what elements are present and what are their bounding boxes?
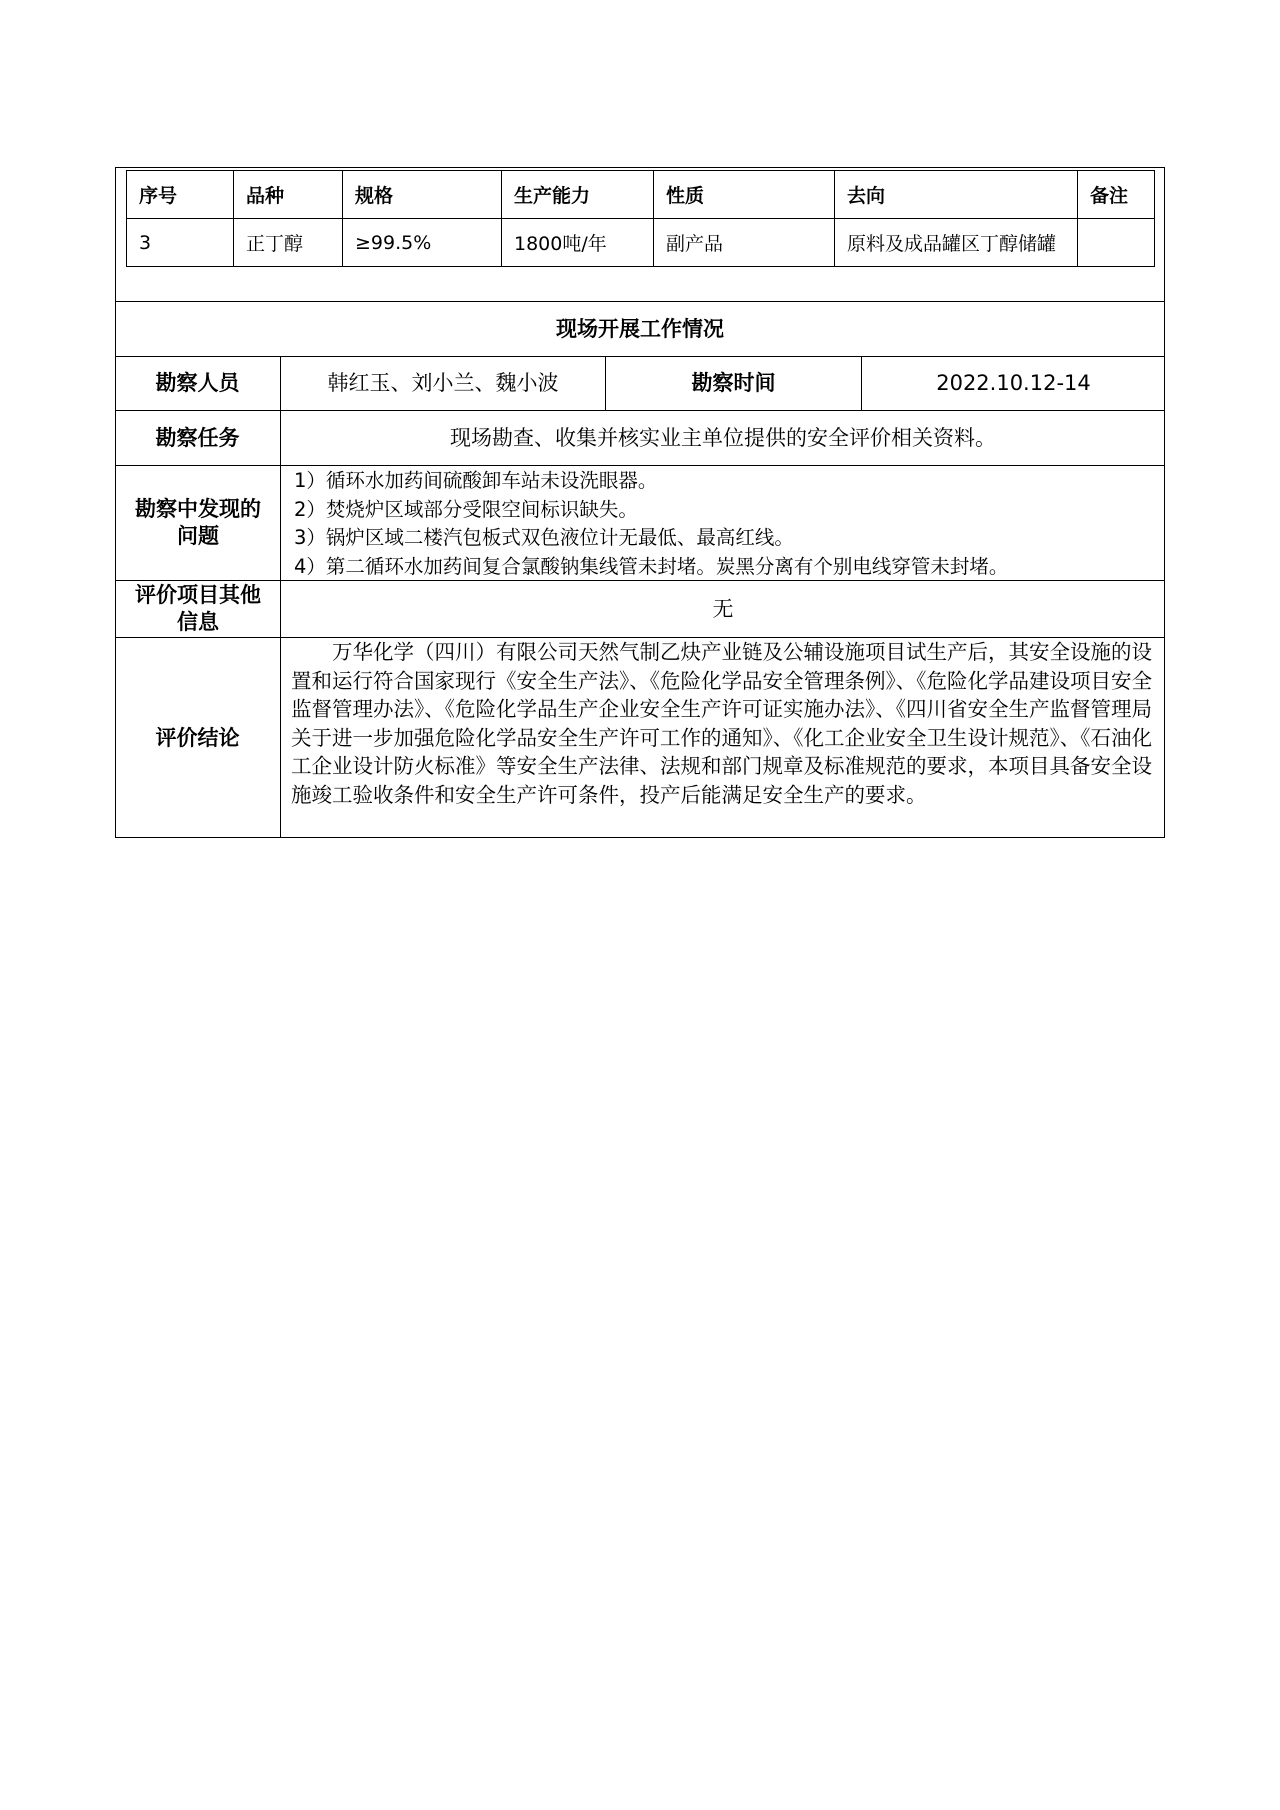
conclusion-text: 万华化学（四川）有限公司天然气制乙炔产业链及公辅设施项目试生产后，其安全设施的设置和运行符合国家现行《安全生产法》、《危险化学品安全管理条例》、《危险化学品建设项目安全监督管理办法》、《危险化学品生产企业安全生产许可证实施办法》、《四川省安全生产监督管理局关于进一步加强危险化学品安全生产许可工作的通知》、《化工企业安全卫生设计规范》、《石油化工企业设计防火标准》等安全生产法律、法规和部门规章及标准规范的要求，本项目具备安全设施竣工验收条件和安全生产许可条件，投产后能满足安全生产的要求。 — [291, 640, 1152, 807]
header-cell-spec: 规格 — [343, 171, 502, 219]
header-cell-variety: 品种 — [234, 171, 343, 219]
header-cell-capacity: 生产能力 — [502, 171, 654, 219]
cell-variety: 正丁醇 — [234, 219, 343, 267]
header-cell-destination: 去向 — [835, 171, 1078, 219]
survey-time-label: 勘察时间 — [691, 371, 776, 395]
products-header-row — [127, 171, 1155, 219]
cell-nature: 副产品 — [654, 219, 835, 267]
header-cell-remarks: 备注 — [1078, 171, 1155, 219]
other-info-label: 评价项目其他信息 — [135, 583, 261, 634]
survey-task-value: 现场勘查、收集并核实业主单位提供的安全评价相关资料。 — [450, 425, 996, 450]
table-row — [127, 219, 1155, 267]
issues-list — [294, 467, 1162, 581]
list-item: 1）循环水加药间硫酸卸车站未设洗眼器。 — [294, 469, 658, 492]
conclusion-label: 评价结论 — [155, 725, 240, 750]
survey-time-value: 2022.10.12-14 — [936, 371, 1091, 395]
cell-remarks — [1078, 219, 1155, 267]
list-item: 4）第二循环水加药间复合氯酸钠集线管未封堵。炭黑分离有个别电线穿管未封堵。 — [294, 554, 1009, 578]
list-item: 3）锅炉区域二楼汽包板式双色液位计无最低、最高红线。 — [294, 526, 794, 549]
other-info-value: 无 — [712, 596, 734, 621]
survey-task-label: 勘察任务 — [155, 425, 240, 450]
list-item: 2）焚烧炉区域部分受限空间标识缺失。 — [294, 497, 638, 521]
cell-spec: ≥99.5% — [343, 219, 502, 267]
section-title: 现场开展工作情况 — [556, 316, 724, 341]
cell-destination: 原料及成品罐区丁醇储罐 — [835, 219, 1078, 267]
cell-index: 3 — [127, 219, 234, 267]
header-cell-nature: 性质 — [654, 171, 835, 219]
cell-capacity: 1800吨/年 — [502, 219, 654, 267]
personnel-label: 勘察人员 — [155, 371, 240, 395]
issues-label: 勘察中发现的问题 — [135, 497, 261, 548]
divider — [115, 465, 1165, 466]
personnel-value: 韩红玉、刘小兰、魏小波 — [327, 371, 559, 395]
header-cell-index: 序号 — [127, 171, 234, 219]
products-table — [126, 170, 1155, 267]
